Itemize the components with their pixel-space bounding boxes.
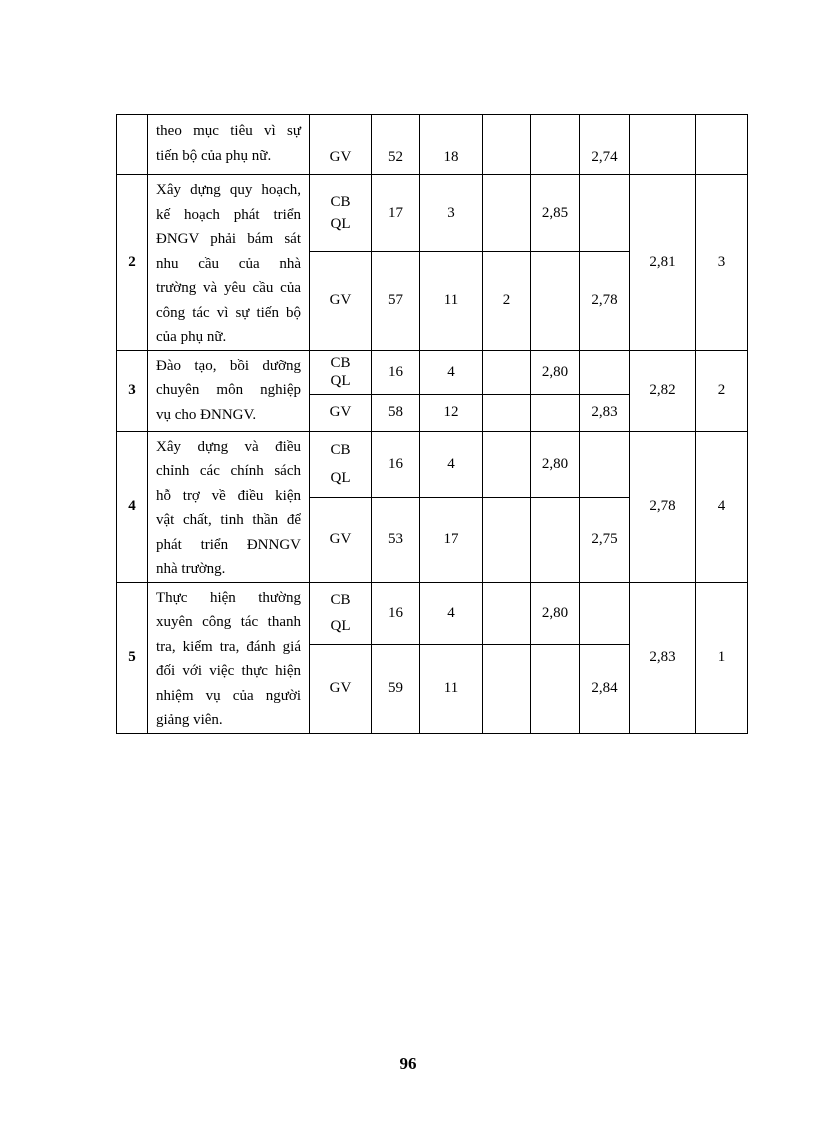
stt-cell: 2 — [117, 175, 148, 351]
value-cell: 11 — [420, 644, 483, 733]
stt-cell: 5 — [117, 582, 148, 733]
group-cell: GV — [310, 394, 372, 431]
average-cell: 2,82 — [630, 350, 696, 431]
table-row — [117, 431, 748, 498]
description-line: kế hoạch phát triển — [156, 206, 301, 223]
description-line: vật chất, tinh thần để — [156, 512, 301, 528]
value-cell: 57 — [372, 252, 420, 350]
table-row — [117, 175, 748, 252]
description-line: nhà trường. — [156, 561, 226, 577]
value-cell: 16 — [372, 350, 420, 394]
value-cell: 3 — [420, 175, 483, 252]
value-cell: 18 — [420, 115, 483, 175]
value-cell — [483, 498, 531, 582]
mean-cbql-cell — [531, 252, 580, 350]
value-cell — [483, 394, 531, 431]
value-cell: 17 — [420, 498, 483, 582]
group-cell: CB QL — [310, 175, 372, 252]
description-line: ĐNGV phải bám sát — [156, 231, 301, 247]
average-cell: 2,83 — [630, 582, 696, 733]
description-line: hỗ trợ về điều kiện — [156, 487, 301, 504]
value-cell — [483, 431, 531, 498]
mean-cbql-cell — [531, 394, 580, 431]
mean-gv-cell: 2,78 — [580, 252, 630, 350]
value-cell: 58 — [372, 394, 420, 431]
description-line: Xây dựng và điều — [156, 438, 301, 455]
rank-cell: 4 — [696, 431, 748, 582]
value-cell: 16 — [372, 431, 420, 498]
description-line: Đào tạo, bồi dưỡng — [156, 357, 301, 374]
rank-cell: 3 — [696, 175, 748, 351]
mean-cbql-cell: 2,80 — [531, 582, 580, 644]
table-row — [117, 582, 748, 644]
stt-cell — [117, 115, 148, 175]
mean-gv-cell: 2,84 — [580, 644, 630, 733]
mean-cbql-cell: 2,80 — [531, 350, 580, 394]
description-line: Xây dựng quy hoạch, — [156, 182, 301, 198]
group-cell: GV — [310, 498, 372, 582]
stt-cell: 4 — [117, 431, 148, 582]
value-cell: 16 — [372, 582, 420, 644]
value-cell: 53 — [372, 498, 420, 582]
description-line: Thực hiện thường — [156, 589, 301, 606]
group-cell: CB QL — [310, 350, 372, 394]
stt-cell: 3 — [117, 350, 148, 431]
average-cell — [630, 115, 696, 175]
description-cell — [148, 115, 310, 175]
description-line: tra, kiểm tra, đánh giá — [156, 638, 301, 655]
table-row — [117, 115, 748, 175]
value-cell: 11 — [420, 252, 483, 350]
description-line: giảng viên. — [156, 712, 223, 728]
value-cell: 17 — [372, 175, 420, 252]
value-cell — [483, 582, 531, 644]
group-cell: CB QL — [310, 582, 372, 644]
value-cell: 2 — [483, 252, 531, 350]
description-line: nhiệm vụ của người — [156, 687, 301, 704]
value-cell — [483, 175, 531, 252]
average-cell: 2,81 — [630, 175, 696, 351]
mean-gv-cell — [580, 582, 630, 644]
rank-cell — [696, 115, 748, 175]
rank-cell: 2 — [696, 350, 748, 431]
mean-cbql-cell: 2,85 — [531, 175, 580, 252]
group-cell: GV — [310, 644, 372, 733]
table-row — [117, 350, 748, 394]
description-line: công tác vì sự tiến bộ — [156, 304, 301, 321]
mean-gv-cell — [580, 431, 630, 498]
value-cell — [483, 115, 531, 175]
evaluation-table — [116, 114, 748, 734]
description-cell — [148, 582, 310, 733]
average-cell: 2,78 — [630, 431, 696, 582]
value-cell: 4 — [420, 582, 483, 644]
description-line: chuyên môn nghiệp — [156, 382, 301, 398]
value-cell: 4 — [420, 350, 483, 394]
value-cell: 52 — [372, 115, 420, 175]
description-line: xuyên công tác thanh — [156, 614, 301, 630]
description-line: tiến bộ của phụ nữ. — [156, 147, 272, 164]
group-cell: CB QL — [310, 431, 372, 498]
group-cell: GV — [310, 115, 372, 175]
description-line: đối với việc thực hiện — [156, 663, 301, 679]
mean-gv-cell — [580, 350, 630, 394]
description-cell — [148, 175, 310, 351]
description-line: trường và yêu cầu của — [156, 280, 301, 296]
value-cell — [483, 350, 531, 394]
description-cell — [148, 431, 310, 582]
mean-gv-cell: 2,83 — [580, 394, 630, 431]
description-line: nhu cầu của nhà — [156, 255, 301, 272]
value-cell: 12 — [420, 394, 483, 431]
description-line: vụ cho ĐNNGV. — [156, 406, 257, 423]
mean-gv-cell: 2,75 — [580, 498, 630, 582]
rank-cell: 1 — [696, 582, 748, 733]
mean-gv-cell: 2,74 — [580, 115, 630, 175]
mean-gv-cell — [580, 175, 630, 252]
description-line: theo mục tiêu vì sự — [156, 123, 301, 139]
value-cell: 59 — [372, 644, 420, 733]
description-line: chỉnh các chính sách — [156, 463, 301, 479]
mean-cbql-cell: 2,80 — [531, 431, 580, 498]
value-cell: 4 — [420, 431, 483, 498]
description-line: của phụ nữ. — [156, 329, 227, 345]
mean-cbql-cell — [531, 644, 580, 733]
mean-cbql-cell — [531, 115, 580, 175]
description-line: phát triển ĐNNGV — [156, 536, 301, 553]
page-number: 96 — [399, 1054, 417, 1073]
mean-cbql-cell — [531, 498, 580, 582]
value-cell — [483, 644, 531, 733]
description-cell — [148, 350, 310, 431]
group-cell: GV — [310, 252, 372, 350]
